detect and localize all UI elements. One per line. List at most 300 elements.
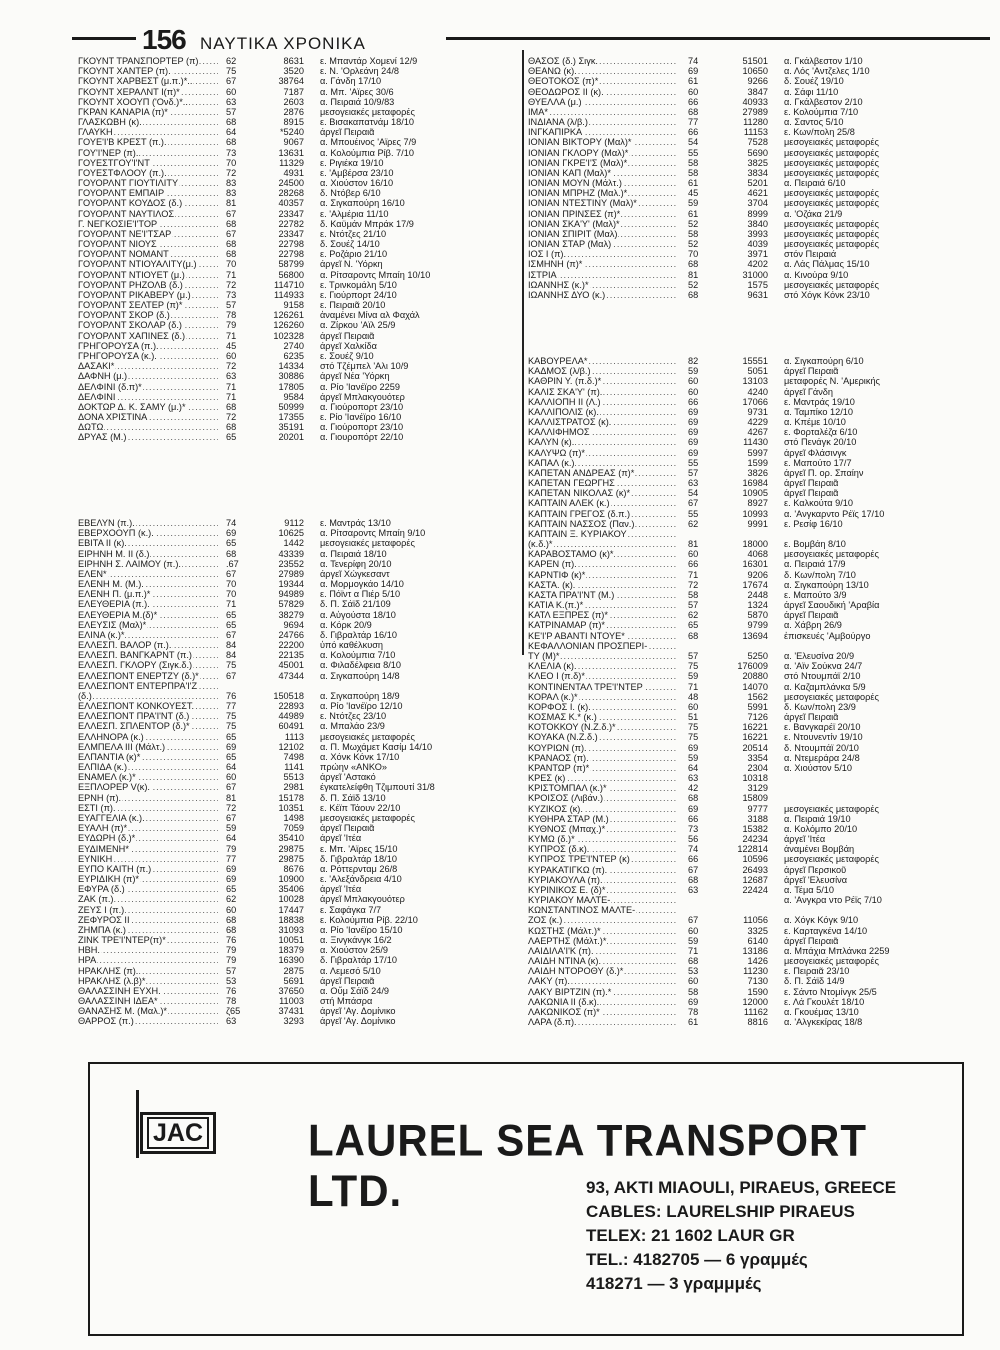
ship-row xyxy=(528,671,988,681)
ship-status: α. 'Ανγκρα ντο Ρέϊς 7/10 xyxy=(784,895,882,906)
build-year: 58 xyxy=(688,228,699,239)
build-year: 74 xyxy=(226,518,237,528)
ship-row xyxy=(78,579,518,589)
ship-status: ε. Λά Γκουλέτ 18/10 xyxy=(784,996,865,1007)
ship-status: μεσογειακές μεταφορές xyxy=(784,691,879,702)
ship-name: ΚΟΡΑΛ (κ.)* ..... xyxy=(528,692,678,702)
ship-row xyxy=(528,178,988,188)
build-year: 79 xyxy=(226,320,237,331)
ship-row xyxy=(78,371,518,381)
ship-status: α. Τέμα 5/10 xyxy=(784,884,834,895)
build-year xyxy=(678,895,718,905)
ship-status: α. Ντεμεράρα 24/8 xyxy=(784,752,860,763)
ship-status: ε. Βομβάη 8/10 xyxy=(784,539,846,550)
build-year: 63 xyxy=(226,96,237,107)
build-year: 68 xyxy=(226,548,237,559)
ship-name: ΛΑΚΥ ΒΙΡΤΖΙΝ (π).* ..... xyxy=(528,987,678,997)
build-year: 66 xyxy=(688,854,699,865)
build-year xyxy=(678,529,718,539)
build-year: 59 xyxy=(688,198,699,209)
tonnage: 17447 xyxy=(278,904,304,915)
ship-row xyxy=(78,874,518,884)
ship-status: α. 'Οζάκα 21/9 xyxy=(784,208,843,219)
build-year: 72 xyxy=(226,279,237,290)
build-year: 65 xyxy=(226,884,237,895)
tonnage: 13186 xyxy=(742,945,768,956)
ship-status: ε. Γιούρπορτ 24/10 xyxy=(320,289,397,300)
ship-name: ΙΣΜΗΝΗ (π)* ..... xyxy=(528,259,678,269)
ship-name: ΓΟΥΟΡΛΝΤ ΝΑΥΤΙΛΟΣ ..... xyxy=(78,209,218,219)
ship-row xyxy=(78,793,518,803)
tonnage: 28268 xyxy=(278,188,304,199)
tonnage: 5201 xyxy=(747,178,768,189)
tonnage: 11329 xyxy=(279,157,304,168)
ship-status: άργεῖ 'Ιτέα xyxy=(784,834,826,845)
ship-row xyxy=(78,884,518,894)
ship-status: μεσογειακές μεταφορές xyxy=(320,812,415,823)
ship-name: ΕΛΛΕΣΠ. ΒΑΛΟΡ (π.). ..... xyxy=(78,640,218,650)
ship-row xyxy=(78,671,518,681)
build-year: 75 xyxy=(688,732,699,743)
tonnage: 35406 xyxy=(278,884,304,895)
ship-status: μεσογειακές μεταφορές xyxy=(784,137,879,148)
build-year: 64 xyxy=(226,127,237,138)
ship-status: μεσογειακές μεταφορές xyxy=(784,147,879,158)
build-year: 67 xyxy=(688,498,699,509)
ship-row xyxy=(528,966,988,976)
ship-name: ΘΑΛΑΣΣΙΝΗ ΙΔΕΑ* ..... xyxy=(78,996,218,1006)
ship-status: δ. Κων/πολη 7/10 xyxy=(784,569,856,580)
build-year: 76 xyxy=(226,690,237,701)
tonnage: 114710 xyxy=(274,279,304,290)
tonnage: 114933 xyxy=(274,289,304,300)
tonnage: 16221 xyxy=(742,732,768,743)
tonnage: 12102 xyxy=(278,741,304,752)
tonnage xyxy=(718,641,784,651)
tonnage: 22200 xyxy=(278,640,304,651)
ship-row xyxy=(528,1017,988,1027)
ship-row xyxy=(78,986,518,996)
ship-status: α. Χιούστον 5/10 xyxy=(784,762,853,773)
ship-row xyxy=(528,702,988,712)
build-year: 81 xyxy=(226,792,237,803)
ship-row xyxy=(78,1006,518,1016)
build-year: 71 xyxy=(226,269,237,280)
tonnage: 18379 xyxy=(278,945,304,956)
tonnage: 16221 xyxy=(742,722,768,733)
build-year: 69 xyxy=(688,437,699,448)
ship-row xyxy=(78,599,518,609)
ship-row xyxy=(528,259,988,269)
ship-name: ΕΛΛΕΣΠΟΝΤ ΠΡΑ'Ι'ΝΤ (δ.) ..... xyxy=(78,711,218,721)
tonnage: 12687 xyxy=(742,874,768,885)
ship-row xyxy=(528,229,988,239)
ship-row xyxy=(528,834,988,844)
build-year: ζ65 xyxy=(226,1006,241,1017)
ship-status: έγκατελείφθη Τζιμπουτί 31/8 xyxy=(320,782,435,793)
build-year: 60 xyxy=(226,772,237,783)
tonnage: 3325 xyxy=(747,925,768,936)
ship-list-left-top xyxy=(78,56,518,443)
ship-status: ε. Μπ. 'Αϊρες 15/10 xyxy=(320,843,398,854)
ship-status: στό Πενάγκ 20/10 xyxy=(784,437,857,448)
ship-row xyxy=(78,681,518,691)
build-year: 71 xyxy=(688,569,699,580)
tonnage: 31000 xyxy=(742,269,768,280)
build-year: 67 xyxy=(226,782,237,793)
ship-row xyxy=(78,188,518,198)
ship-name: ΓΚΟΥΝΤ ΧΑΝΤΕΡ (π). ..... xyxy=(78,66,218,76)
ship-name: ΚΡΙΣΤΟΜΠΑΛ (κ.)* ..... xyxy=(528,783,678,793)
tonnage: 9991 xyxy=(747,518,768,529)
ship-status: α. Λός 'Αντζελες 1/10 xyxy=(784,66,870,77)
ship-row xyxy=(78,331,518,341)
build-year: 65 xyxy=(226,619,237,630)
build-year: 58 xyxy=(688,589,699,600)
ship-row xyxy=(78,752,518,762)
build-year: 69 xyxy=(226,528,237,539)
tonnage: 15551 xyxy=(742,356,768,366)
ship-name: ΗΡΑ ..... xyxy=(78,955,218,965)
ship-row xyxy=(528,692,988,702)
tonnage: 20514 xyxy=(742,742,768,753)
build-year: 72 xyxy=(688,579,699,590)
ship-status: ε. Σουέζ 9/10 xyxy=(320,350,374,361)
ship-name: ΗΒΗ. ..... xyxy=(78,945,218,955)
build-year: 63 xyxy=(688,773,699,784)
tonnage: 12000 xyxy=(742,996,768,1007)
ship-status: α. Π. Μωχάμετ Κασίμ 14/10 xyxy=(320,741,433,752)
ship-name: ΕΝΑΜΕΛ (κ.)* ..... xyxy=(78,772,218,782)
ship-row xyxy=(528,753,988,763)
ship-name: ΓΟΥΟΡΛΝΤ ΝΕ'Ι'ΤΣΑΡ ..... xyxy=(78,229,218,239)
ship-status: δ. Π. Σάϊδ 13/10 xyxy=(320,792,386,803)
build-year: 74 xyxy=(688,56,699,66)
ship-name: ΚΟΥΡΙΩΝ (π). ..... xyxy=(528,743,678,753)
tonnage: 14334 xyxy=(278,361,304,372)
tonnage: 9112 xyxy=(284,518,304,528)
ship-row xyxy=(78,402,518,412)
ship-name: ΚΥΡΙΑΚΟΥ ΜΑΛΤΕ- ..... xyxy=(528,895,678,905)
ship-name: ΚΡΑΝΑΟΣ (π). ..... xyxy=(528,753,678,763)
tonnage: 7528 xyxy=(747,137,768,148)
ship-name: ΘΑΝΑΣΗΣ Μ. (Μαλ.)* ..... xyxy=(78,1006,218,1016)
ship-row xyxy=(78,915,518,925)
tonnage: 7126 xyxy=(747,712,768,723)
ship-status: α. Γκάλβεστον 2/10 xyxy=(784,96,863,107)
ship-status xyxy=(784,529,984,539)
tonnage: 3971 xyxy=(747,249,768,260)
ship-name: ΓΚΟΥΝΤ ΧΑΡΒΕΣΤ (μ.π.)*.. ..... xyxy=(78,76,218,86)
build-year: 64 xyxy=(226,833,237,844)
ship-row xyxy=(528,651,988,661)
build-year: 62 xyxy=(226,56,237,66)
build-year: 64 xyxy=(226,762,237,773)
ship-row xyxy=(78,259,518,269)
ship-status: α. Μπάχια Μπλάνκα 2259 xyxy=(784,945,890,956)
build-year: 84 xyxy=(226,640,237,651)
ship-row xyxy=(528,148,988,158)
build-year: 69 xyxy=(688,66,699,77)
ship-status: δ. Σουέζ 14/10 xyxy=(320,239,380,250)
ship-row xyxy=(528,631,988,641)
ship-name: ΕΙΡΗΝΗ Μ. ΙΙ (δ.) ..... xyxy=(78,549,218,559)
ship-status: α. Σάφι 11/10 xyxy=(784,86,839,97)
ship-status: άργεῖ Χαλκίδα xyxy=(320,340,377,351)
ship-name: ΚΑΤΙΑ Κ.(π.)* ..... xyxy=(528,600,678,610)
ship-status: δ. Καϋμάν Μπράκ 17/9 xyxy=(320,218,414,229)
ship-name: ΓΟΥΟΡΛΝΤ ΣΕΛΤΕΡ (π)* ..... xyxy=(78,300,218,310)
build-year: 82 xyxy=(688,356,699,366)
ship-row xyxy=(528,437,988,447)
tonnage: 22798 xyxy=(278,239,304,250)
address-line: 93, AKTI MIAOULI, PIRAEUS, GREECE xyxy=(586,1178,897,1197)
ship-name: ΓΛΑΣΚΩΒΗ (κ). ..... xyxy=(78,117,218,127)
ship-status: ε. Βισακαπατνάμ 18/10 xyxy=(320,117,415,128)
build-year: 60 xyxy=(688,549,699,560)
tonnage: 23347 xyxy=(278,208,304,219)
build-year: 60 xyxy=(688,976,699,987)
ship-row xyxy=(528,448,988,458)
ship-name: ΚΑΣΤΑ ΠΡΑ'Ι'ΝΤ (Μ.) ..... xyxy=(528,590,678,600)
tonnage: 5991 xyxy=(747,701,768,712)
ship-row xyxy=(528,1007,988,1017)
build-year: 75 xyxy=(688,722,699,733)
build-year: 54 xyxy=(688,137,699,148)
build-year: 65 xyxy=(226,432,237,443)
tel-line-2: 418271 — 3 γραμμμές xyxy=(586,1274,762,1293)
ship-name: ΓΟΥΕ'Ι'Β ΚΡΕΣΤ (π.). ..... xyxy=(78,137,218,147)
tonnage: 11153 xyxy=(743,127,768,138)
ship-status: ε. Σαφάγκα 7/7 xyxy=(320,904,382,915)
ship-row xyxy=(78,107,518,117)
ship-status: α. Πειραιά 18/10 xyxy=(320,548,387,559)
tonnage: 13694 xyxy=(742,630,768,641)
ship-name: ΔΕΛΦΙΝΙ (δ.π)* ..... xyxy=(78,382,218,392)
ship-status: α. Ξινγκάνγκ 16/2 xyxy=(320,935,392,946)
ship-status: ε. Ντότζες 23/10 xyxy=(320,711,387,722)
ship-name: ΓΚΡΑΝ ΚΑΝΑΡΙΑ (π)* ..... xyxy=(78,107,218,117)
ship-row xyxy=(528,137,988,147)
build-year: 71 xyxy=(226,381,237,392)
tonnage: 15178 xyxy=(278,792,304,803)
ship-name: ΓΟΥΟΡΛΝΤ ΓΙΟΥΤΙΛΙΤΥ ..... xyxy=(78,178,218,188)
tonnage: 9777 xyxy=(747,803,768,814)
tonnage: 5997 xyxy=(747,447,768,458)
ship-status: ε. Καρταγκένα 14/10 xyxy=(784,925,868,936)
tonnage: 4267 xyxy=(747,427,768,438)
build-year: 67 xyxy=(226,208,237,219)
ship-status: μεσογειακές μεταφορές xyxy=(784,279,879,290)
tonnage: 126260 xyxy=(273,320,304,331)
ship-row xyxy=(528,478,988,488)
ship-row xyxy=(528,376,988,386)
ship-row xyxy=(78,935,518,945)
ship-row xyxy=(528,458,988,468)
build-year: 75 xyxy=(226,721,237,732)
tonnage: 38764 xyxy=(278,76,304,87)
build-year: 65 xyxy=(226,731,237,742)
ship-row xyxy=(528,559,988,569)
ship-name: ΓΡΗΓΟΡΟΥΣΑ (π.). ..... xyxy=(78,341,218,351)
ship-name: ΓΟΥΟΡΛΝΤ ΕΜΠΑΙΡ ..... xyxy=(78,188,218,198)
advertisement xyxy=(88,1062,964,1336)
ship-status xyxy=(784,793,984,803)
build-year: 78 xyxy=(226,996,237,1007)
tonnage: 9731 xyxy=(747,406,768,417)
tonnage: 1590 xyxy=(747,986,768,997)
tonnage: 51501 xyxy=(742,56,768,66)
build-year: 67 xyxy=(226,76,237,87)
ship-name: ΚΑΤΛ ΕΞΠΡΕΣ (π)* ..... xyxy=(528,610,678,620)
ship-status: άργεῖ Πειραιᾶ xyxy=(320,127,375,138)
ship-name: ΙΟΝΙΑΝ ΒΙΚΤΟΡΥ (Μαλ)* ..... xyxy=(528,137,678,147)
ship-row xyxy=(78,412,518,422)
ship-row xyxy=(528,158,988,168)
ship-name: ΘΕΟΔΩΡΟΣ ΙΙ (κ). ..... xyxy=(528,87,678,97)
ship-row xyxy=(78,538,518,548)
build-year: 66 xyxy=(688,396,699,407)
ship-status: ε. Πειραιᾶ 23/10 xyxy=(784,966,850,977)
tonnage: 2603 xyxy=(283,96,304,107)
ship-row xyxy=(78,630,518,640)
ship-row xyxy=(78,239,518,249)
ship-row xyxy=(528,682,988,692)
ship-name: ΕΛΛΕΣΠ. ΓΚΛΟΡΥ (Σιγκ.δ.) ..... xyxy=(78,660,218,670)
ship-row xyxy=(78,341,518,351)
build-year: 57 xyxy=(226,106,237,117)
ship-name: ΚΑΣΤΑ. (κ). ..... xyxy=(528,580,678,590)
ship-row xyxy=(528,87,988,97)
ship-status: ε. Κολούμπια Ρίβ. 22/10 xyxy=(320,914,418,925)
build-year: 61 xyxy=(688,178,699,189)
build-year: 70 xyxy=(226,589,237,600)
ship-status: άργεῖ 'Ιτέα xyxy=(320,884,362,895)
cables-line: CABLES: LAURELSHIP PIRAEUS xyxy=(586,1202,855,1221)
ship-row xyxy=(78,392,518,402)
tonnage: 3993 xyxy=(747,228,768,239)
ship-row xyxy=(528,366,988,376)
ship-status: μεταφορές Ν. 'Αμερικής xyxy=(784,376,880,387)
tonnage: 3520 xyxy=(283,66,304,77)
ship-row xyxy=(528,539,988,549)
ship-row xyxy=(528,76,988,86)
ship-row xyxy=(78,732,518,742)
ship-name: ΙΟΝΙΑΝ ΝΤΕΣΤΙΝΥ (Μαλ)* ..... xyxy=(528,198,678,208)
ship-name: ΓΟΥΟΡΛΝΤ ΝΤΙΟΥΕΤ (μ.) ..... xyxy=(78,270,218,280)
build-year: 60 xyxy=(688,925,699,936)
ship-status: άργεῖ Πειραιᾶ xyxy=(320,975,375,986)
ship-name: ΕΛΛΗΝΟΡΑ (κ.) ..... xyxy=(78,732,218,742)
ship-status: στό Ντουμπάϊ 2/10 xyxy=(784,671,861,682)
tonnage: 9694 xyxy=(283,619,304,630)
ship-status: α. Χάβρη 26/9 xyxy=(784,620,842,631)
ship-name: ΚΑΠΤΑΙΝ ΓΡΕΓΟΣ (δ.π.) ..... xyxy=(528,509,678,519)
ship-name: ΙΟΝΙΑΝ ΣΤΑΡ (Μαλ) ..... xyxy=(528,239,678,249)
ship-name: ΓΟΥΟΡΛΝΤ ΚΟΥΔΟΣ (δ.) ..... xyxy=(78,198,218,208)
tonnage: 4068 xyxy=(747,549,768,560)
ship-name: ΘΕΟΤΟΚΟΣ (π)* ..... xyxy=(528,76,678,86)
ship-name: ΚΕ'Ι'Ρ ΑΒΑΝΤΙ ΝΤΟΥΕ* ..... xyxy=(528,631,678,641)
ship-status: α. Κολούμπια Ρίβ. 7/10 xyxy=(320,147,414,158)
ship-row xyxy=(78,620,518,630)
build-year: 51 xyxy=(688,712,699,723)
ship-name: ΓΡΗΓΟΡΟΥΣΑ (κ.). ..... xyxy=(78,351,218,361)
build-year: 45 xyxy=(688,188,699,199)
tonnage: 9158 xyxy=(283,300,304,311)
ship-status: άργεῖ Χώγκεσαντ xyxy=(320,568,390,579)
ship-status: ε. Βανγκαρέϊ 20/10 xyxy=(784,722,861,733)
ship-name: ΚΑΠΕΤΑΝ ΑΝΔΡΕΑΣ (π)* ..... xyxy=(528,468,678,478)
tonnage: 1562 xyxy=(747,691,768,702)
page-header xyxy=(72,26,990,56)
tonnage: 11430 xyxy=(743,437,768,448)
build-year: 72 xyxy=(226,802,237,813)
ship-status: άργεῖ 'Αστακό xyxy=(320,772,376,783)
ship-row xyxy=(528,249,988,259)
build-year: 67 xyxy=(226,629,237,640)
ship-status: μεσογειακές μεταφορές xyxy=(784,228,879,239)
ship-status: στή Μπάσρα xyxy=(320,996,373,1007)
ship-name: ΘΑΡΡΟΣ (π.) ..... xyxy=(78,1016,218,1026)
ship-status xyxy=(784,773,984,783)
build-year: 62 xyxy=(688,518,699,529)
ship-status: α. Μορμογκάο 14/10 xyxy=(320,579,404,590)
ship-name: ΚΟΡΦΟΣ Ι. (κ). ..... xyxy=(528,702,678,712)
ship-row xyxy=(528,198,988,208)
ship-status: α. Σιγκαπούρη 16/10 xyxy=(320,198,405,209)
ship-name: ΚΑΛΙΣ ΣΚΑ'Υ' (π). ..... xyxy=(528,387,678,397)
ship-row xyxy=(78,382,518,392)
build-year: 59 xyxy=(688,366,699,377)
build-year: 57 xyxy=(226,300,237,311)
ship-row xyxy=(78,209,518,219)
build-year: 68 xyxy=(226,401,237,412)
ship-status: μεσογειακές μεταφορές xyxy=(320,538,415,549)
ship-row xyxy=(78,854,518,864)
ship-status: α. Κόρκ 20/9 xyxy=(320,619,372,630)
tonnage: 10900 xyxy=(278,874,304,885)
ship-status: ε. 'Αλμέρια 11/10 xyxy=(320,208,389,219)
tonnage: 16301 xyxy=(742,559,768,570)
ship-name: ΕΛΠΙΔΑ (κ.) ..... xyxy=(78,762,218,772)
ship-row xyxy=(78,148,518,158)
tonnage: 10625 xyxy=(278,528,304,539)
ship-name: ΘΥΕΛΛΑ (μ.) ..... xyxy=(528,97,678,107)
tonnage: 22782 xyxy=(278,218,304,229)
ship-row xyxy=(528,188,988,198)
ship-status: α. Ρίο 'Ιανέϊρο 2259 xyxy=(320,381,400,392)
ship-name: ΛΑΚΥ (π). ..... xyxy=(528,976,678,986)
ship-name: ΙΝΓΚΑΠΙΡΚΑ ..... xyxy=(528,127,678,137)
tonnage: 4229 xyxy=(747,417,768,428)
ship-name: ΖΕΦΥΡΟΣ ΙΙ ..... xyxy=(78,915,218,925)
ship-row xyxy=(78,310,518,320)
ship-name: ΚΩΝΣΤΑΝΤΙΝΟΣ ΜΑΛΤΕ- ..... xyxy=(528,905,678,915)
ship-row xyxy=(528,610,988,620)
ship-status xyxy=(320,681,510,691)
tonnage xyxy=(718,529,784,539)
ship-name: ΙΟΝΙΑΝ ΓΚΡΕ'Ι'Σ (Μαλ)* ..... xyxy=(528,158,678,168)
ship-name: ΙΟΝΙΑΝ ΣΚΑ'Υ' (Μαλ)* ..... xyxy=(528,219,678,229)
ship-name: ΚΥΡΑΚΑΤΙΓΚΩ (π). ..... xyxy=(528,865,678,875)
ship-name: ΖΑΚ (π.) ..... xyxy=(78,894,218,904)
ship-row xyxy=(78,1016,518,1026)
build-year: 75 xyxy=(688,661,699,672)
ship-row xyxy=(78,300,518,310)
ship-name: ΚΥΡΙΝΙΚΟΣ Ε. (δ)* ..... xyxy=(528,885,678,895)
ship-status: α. Κινούρα 9/10 xyxy=(784,269,849,280)
